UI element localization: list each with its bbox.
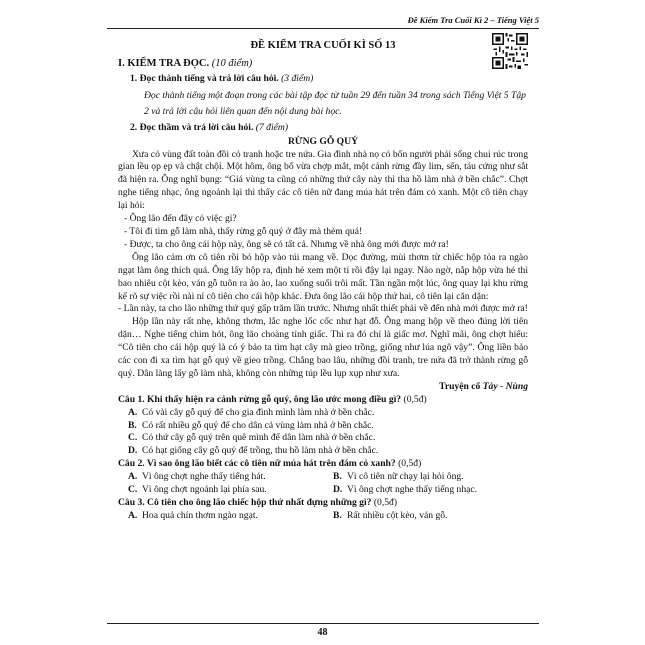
option-key: D. [333,484,343,496]
part1-points: (3 điểm) [281,72,314,84]
option-text: Vì ông chợt ngoảnh lại phía sau. [142,484,267,496]
option-text: Vì ông chợt nghe thấy tiếng hát. [142,471,266,483]
part2-heading [118,122,528,135]
question-3-points: (0,5đ) [373,497,398,508]
source-prefix: Truyện cổ [439,380,481,392]
q2-options-row-2 [118,484,528,497]
story-paragraph-1: Xưa có vùng đất toàn đồi cỏ tranh hoặc tre nứa. Gia đình nhà nọ có bốn người phải sống chui rúc trong gian lều ọp ẹp và chật chội. Một hôm, ông bố vừa chợp mắt, một cảnh rừng đầy lim, sến, táu cứng như sắt đã hiện ra. Ông nghĩ bụng: “Giá vùng ta cũng có những thứ cây này thì tha hồ làm nhà ở bền chắc”. Chợt nghe tiếng nhạc, ông ngoảnh lại thì thấy các cô tiên nữ đang múa hát trên đám cỏ xanh. Một cô tiên chạy lại hỏi: [118,148,528,212]
question-1-text: Câu 1. Khi thấy hiện ra cảnh rừng gỗ quý, ông lão ước mong điều gì? [118,393,402,405]
question-1 [118,394,528,407]
question-1-points: (0,5đ) [403,393,427,405]
option-text: Rất nhiều cột kèo, ván gỗ. [347,509,448,521]
option-text: Vì cô tiên nữ chạy lại hỏi ông. [347,471,464,483]
option-key: A. [128,471,138,483]
q1-option-b [118,420,528,433]
story-paragraph-2: Ông lão cảm ơn cô tiên rồi bỏ hộp vào túi mang về. Dọc đường, mùi thơm từ chiếc hộp tỏa ra ngào ngạt làm ông thích quá. Ông lấy hộp ra, định hé xem một tí rồi đậy lại ngay. Nào ngờ, nắp hộp vừa hé thì bao nhiêu cột kèo, ván gỗ tuôn ra ào ào, lao xuống suối trôi mất. Tần ngần một lúc, ông quay lại khu rừng kể rõ sự việc rồi nài nỉ cô tiên cho cái hộp khác. Đưa ông lão cái hộp thứ hai, cô tiên lại căn dặn: [118,251,528,302]
q3-option-a [128,510,333,523]
story-paragraph-3: Hộp lần này rất nhẹ, không thơm, lắc nghe lốc cốc như hạt đỗ. Ông mang hộp về theo đúng lời tiên dặn… Nghe tiếng chim hót, ông lão choàng tỉnh giấc. Thì ra đó chỉ là giấc mơ. Nghĩ mãi, ông chợt hiểu: “Cô tiên cho cái hộp quý là có ý bảo ta tìm hạt cây mà gieo trồng, giống như lúa ngô vậy”. Ông liền bảo các con đi xa tìm hạt gỗ quý về gieo trồng. Chẳng bao lâu, những đồi tranh, tre nứa đã trở thành rừng gỗ quý. Dân làng lấy gỗ làm nhà, không còn những túp lều lụp xụp như xưa. [118,316,528,379]
question-2-points: (0,5đ) [398,458,422,470]
option-text: Có hạt giống cây gỗ quý để trồng, thu hồ làm nhà ở bền chắc. [142,445,379,457]
q3-option-b [333,510,447,523]
option-key: A. [128,509,138,521]
q2-option-b [333,471,464,484]
question-3-text: Câu 3. Cô tiên cho ông lão chiếc hộp thứ nhất đựng những gì? [118,497,372,508]
q2-options-row-1 [118,471,528,484]
page-number: 48 [317,627,328,638]
q1-option-d [118,445,528,458]
q2-option-c [128,484,333,497]
part1-instruction: Đọc thành tiếng một đoạn trong các bài tập đọc từ tuần 29 đến tuần 34 trong sách Tiếng Việt 5 Tập 2 và trả lời câu hỏi liên quan đến nội dung bài học. [144,89,526,117]
q2-option-a [128,471,333,484]
footer-rule [107,623,539,624]
exam-content [118,40,528,523]
option-key: B. [128,419,137,431]
option-key: C. [128,432,138,444]
q2-option-d [333,484,477,497]
question-2 [118,458,528,471]
option-key: B. [333,471,342,483]
source-name: Tày - Nùng [482,380,528,392]
part2-points: (7 điểm) [255,121,289,133]
option-key: A. [128,406,138,418]
header-rule [107,28,539,29]
option-text: Có rất nhiều gỗ quý để cho dân cả vùng làm nhà ở bền chắc. [142,419,374,431]
option-text: Có thứ cây gỗ quý trên quê mình để dân làm nhà ở bền chắc. [142,432,376,444]
section-points: (10 điểm) [211,57,253,69]
question-2-text: Câu 2. Vì sao ông lão biết các cô tiên nữ múa hát trên đám cỏ xanh? [118,458,396,470]
q3-options-row-1 [118,510,528,523]
story-dialogue-3: - Được, ta cho ông cái hộp này, ông sẽ có tất cả. Nhưng về nhà ông mới được mở ra! [124,238,449,250]
exam-title: ĐỀ KIỂM TRA CUỐI KÌ SỐ 13 [250,40,396,51]
option-text: Có vài cây gỗ quý để cho gia đình mình làm nhà ở bền chắc. [142,406,375,418]
part2-label: 2. Đọc thầm và trả lời câu hỏi. [130,121,254,133]
story-dialogue-1: - Ông lão đến đây có việc gì? [124,213,237,225]
q1-option-c [118,432,528,445]
option-text: Hoa quả chín thơm ngào ngạt. [142,509,258,521]
running-header: Đề Kiểm Tra Cuối Kì 2 – Tiếng Việt 5 [407,15,539,25]
story-dialogue-4: - Lần này, ta cho lão những thứ quý gấp trăm lần trước. Nhưng nhất thiết phải về đến nhà mới được mở ra! [118,303,528,315]
q1-option-a [118,407,528,420]
part1-heading [118,73,528,86]
story-dialogue-2: - Tôi đi tìm gỗ làm nhà, thấy rừng gỗ quý ở đây mà thèm quá! [124,225,363,237]
question-3 [118,497,528,510]
story-title: RỪNG GỖ QUÝ [288,135,358,147]
section-label: I. KIỂM TRA ĐỌC. [118,57,210,69]
part1-label: 1. Đọc thành tiếng và trả lời câu hỏi. [130,72,279,84]
option-key: D. [128,445,138,457]
option-text: Vì ông chợt nghe thấy tiếng nhạc. [347,484,478,496]
story-source [118,381,528,394]
option-key: B. [333,509,342,521]
section-reading-heading [118,58,528,71]
option-key: C. [128,484,138,496]
